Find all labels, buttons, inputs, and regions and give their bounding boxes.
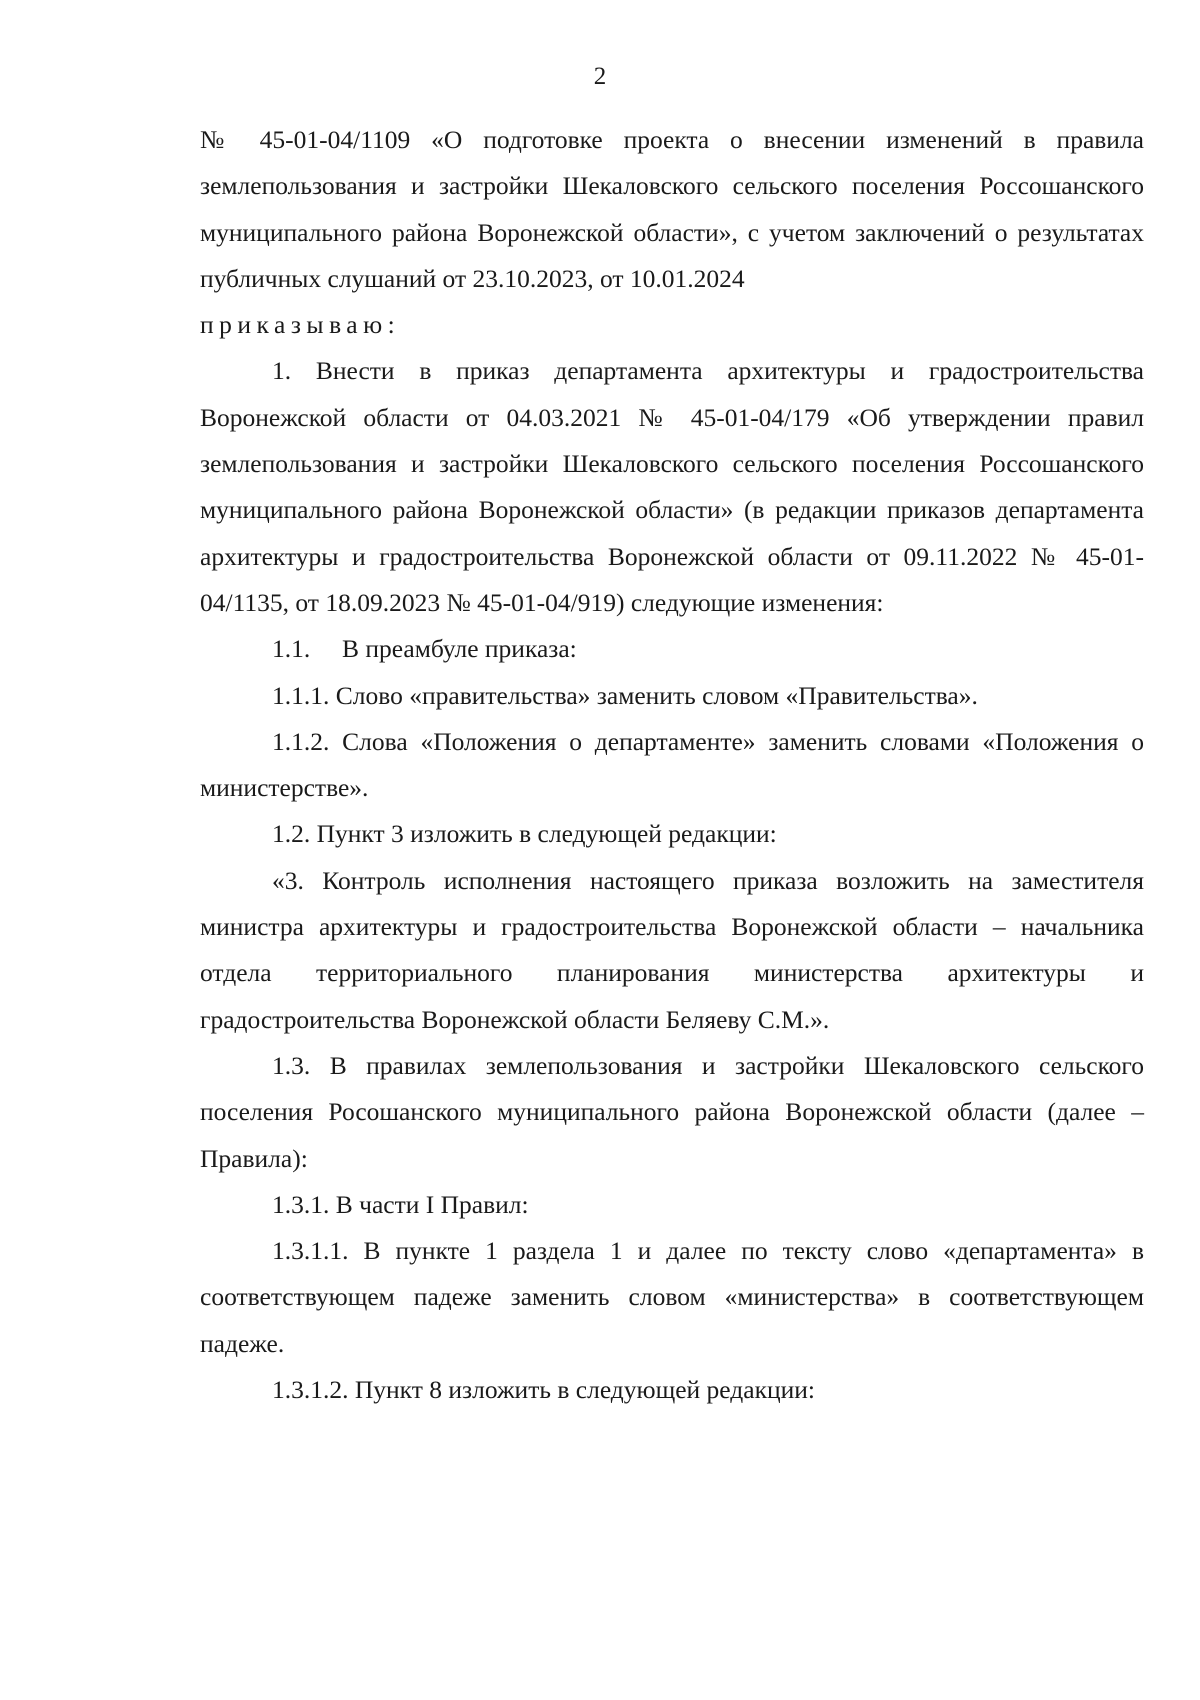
clause-1: 1. Внести в приказ департамента архитектуры и градостроительства Воронежской области от 04.03.2021 № 45-01-04/179 «Об утверждении правил землепользования и застройки Шекаловского сельского поселения Россошанского муниципального района Воронежской области» (в редакции приказов департамента архитектуры и градостроительства Воронежской области от 09.11.2022 № 45-01-04/1135, от 18.09.2023 № 45-01-04/919) следующие изменения:: [200, 356, 1144, 617]
clause-1-1: [200, 626, 1144, 672]
clause-1-3-1-2: 1.3.1.2. Пункт 8 изложить в следующей редакции:: [272, 1375, 815, 1405]
clause-1-2-quote: «3. Контроль исполнения настоящего приказа возложить на заместителя министра архитектуры и градостроительства Воронежской области – начальника отдела территориального планирования министерства архитектуры и градостроительства Воронежской области Беляеву С.М.».: [200, 865, 1144, 1034]
clause-1-3-1: 1.3.1. В части I Правил:: [272, 1189, 529, 1219]
intro-paragraph: № 45-01-04/1109 «О подготовке проекта о внесении изменений в правила землепользования и застройки Шекаловского сельского поселения Россошанского муниципального района Воронежской области», с учетом заключений о результатах публичных слушаний от 23.10.2023, от 10.01.2024: [200, 125, 1144, 293]
clause-1-1-1: 1.1.1. Слово «правительства» заменить словом «Правительства».: [272, 680, 978, 710]
clause-1-2: 1.2. Пункт 3 изложить в следующей редакции:: [272, 819, 777, 849]
page-number: 2: [593, 63, 607, 90]
clause-1-3: 1.3. В правилах землепользования и застройки Шекаловского сельского поселения Росошанского муниципального района Воронежской области (далее – Правила):: [200, 1050, 1144, 1173]
order-word: приказываю:: [200, 310, 401, 340]
clause-1-1-text: В преамбуле приказа:: [342, 634, 577, 664]
document-body: [200, 117, 1144, 1413]
clause-1-1-2: 1.1.2. Слова «Положения о департаменте» заменить словами «Положения о министерстве».: [200, 726, 1144, 803]
clause-1-1-number: 1.1.: [272, 634, 311, 664]
clause-1-3-1-1: 1.3.1.1. В пункте 1 раздела 1 и далее по тексту слово «департамента» в соответствующем падеже заменить словом «министерства» в соответствующем падеже.: [200, 1236, 1144, 1358]
